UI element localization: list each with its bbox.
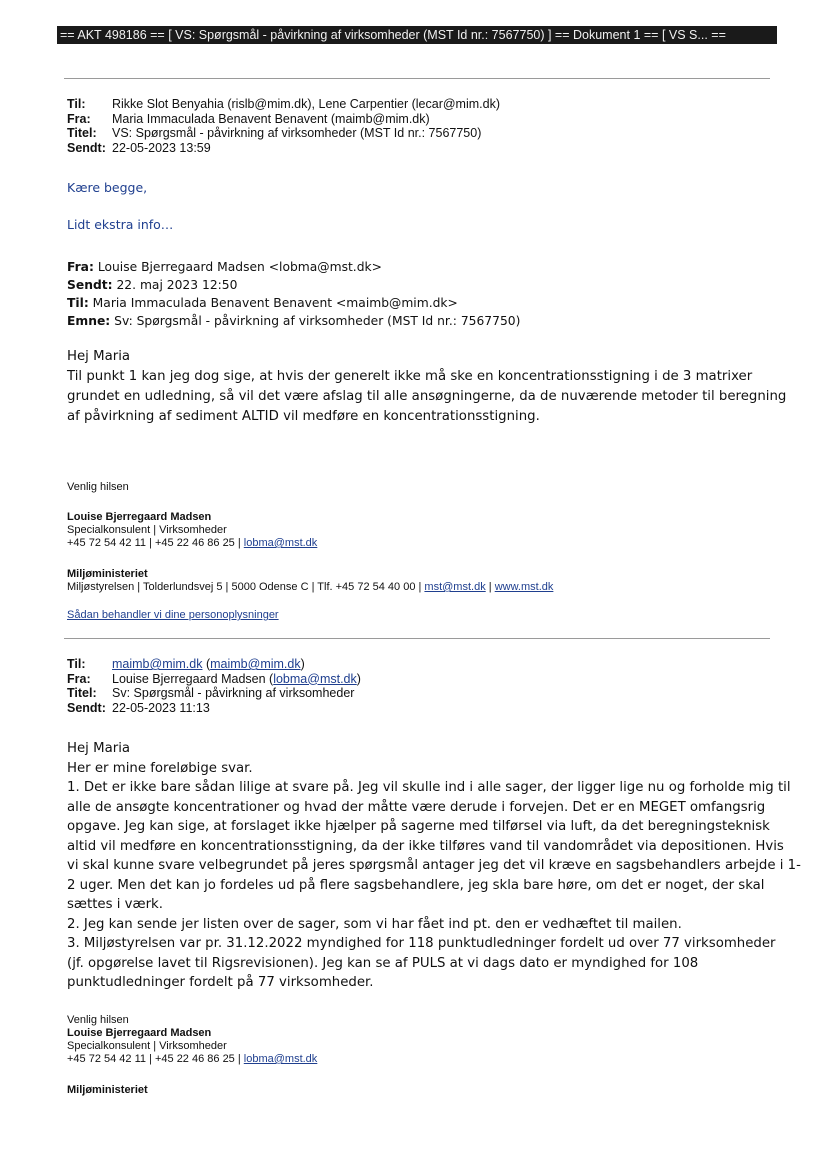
sig-phone-line	[67, 537, 317, 550]
sig-email-link[interactable]: lobma@mst.dk	[243, 537, 318, 549]
signature2-block	[67, 1014, 317, 1066]
org-address: Miljøstyrelsen | Tolderlundsvej 5 | 5000 Odense C | Tlf. +45 72 54 40 00 |	[67, 581, 425, 593]
to-label: Til:	[67, 97, 86, 111]
fwd-from-value: Louise Bjerregaard Madsen <lobma@mst.dk>	[97, 260, 382, 274]
body-line: alle de ansøgte koncentrationer og hvad der måtte være derude i forvejen. Det er en MEGET omfangsrig	[67, 799, 766, 815]
intro-text: Lidt ekstra info…	[67, 217, 174, 232]
fwd-subject-label: Emne:	[67, 314, 111, 328]
sig2-phone-line	[67, 1053, 317, 1066]
title-label: Titel:	[67, 126, 97, 141]
sig2-role: Specialkonsulent | Virksomheder	[67, 1040, 227, 1052]
fwd-to-label: Til:	[67, 296, 89, 310]
email-header	[67, 97, 500, 155]
to-value: maimb@mim.dk (maimb@mim.dk)	[112, 657, 305, 671]
sig2-email-link[interactable]: lobma@mst.dk	[243, 1053, 318, 1065]
sent-label: Sendt:	[67, 700, 106, 715]
from-label: Fra:	[67, 671, 91, 686]
body-line: grundet en udledning, så vil det være afslag til alle ansøgningerne, da de nuværende metoder til beregning	[67, 389, 787, 404]
sig-role: Specialkonsulent | Virksomheder	[67, 524, 227, 536]
to-value: Rikke Slot Benyahia (rislb@mim.dk), Lene Carpentier (lecar@mim.dk)	[112, 97, 500, 111]
from-value: Maria Immaculada Benavent Benavent (maimb@mim.dk)	[112, 111, 430, 126]
sig-name: Louise Bjerregaard Madsen	[67, 511, 212, 523]
org-email-link[interactable]: mst@mst.dk	[424, 581, 486, 593]
sent-value: 22-05-2023 13:59	[112, 140, 211, 155]
to-link[interactable]: maimb@mim.dk	[112, 657, 203, 671]
body-line: vi skal kunne svare velbegrundet på jeres spørgsmål antager jeg det vil kræve en sagsbehandlers arbejde i 1-	[67, 858, 801, 873]
sent-label: Sendt:	[67, 140, 106, 155]
forwarded-header	[67, 258, 520, 330]
body-line: (jf. opgørelse lavet til Rigsrevisionen). Jeg kan se af PULS at vi dags dato er myndighed for 108	[67, 955, 699, 971]
body-line: 3. Miljøstyrelsen var pr. 31.12.2022 myndighed for 118 punktudledninger fordelt ud over 77 virksomheder	[67, 936, 776, 951]
fwd-from-label: Fra:	[67, 260, 94, 274]
body-line: altid vil medføre en koncentrationsstigning, da der ikke tilføres vand til vandområdet via depositionen. Hvis	[67, 838, 784, 854]
email2-header	[67, 657, 361, 715]
sig2-closing: Venlig hilsen	[67, 1014, 129, 1026]
title-label: Titel:	[67, 686, 97, 701]
fwd-sent-value: 22. maj 2023 12:50	[116, 278, 238, 292]
sig2-phone: +45 72 54 42 11 | +45 22 46 86 25 |	[67, 1053, 244, 1065]
from-label: Fra:	[67, 111, 91, 126]
body-line: Til punkt 1 kan jeg dog sige, at hvis der generelt ikke må ske en koncentrationsstigning i de 3 matrixer	[67, 369, 753, 384]
body-line: 1. Det er ikke bare sådan lilige at svare på. Jeg vil skulle ind i alle sager, der ligger lige nu og forholde mig til	[67, 780, 791, 795]
divider	[64, 78, 770, 79]
link-separator: |	[485, 581, 495, 593]
org-block	[67, 568, 553, 594]
sig-closing: Venlig hilsen	[67, 481, 129, 493]
sig2-org: Miljøministeriet	[67, 1084, 148, 1096]
privacy-link[interactable]: Sådan behandler vi dine personoplysninger	[67, 609, 279, 621]
body-line: Her er mine foreløbige svar.	[67, 760, 253, 776]
body-line: Hej Maria	[67, 349, 131, 364]
title-value: Sv: Spørgsmål - påvirkning af virksomheder	[112, 686, 355, 701]
body-line: 2. Jeg kan sende jer listen over de sager, som vi har fået ind pt. den er vedhæftet til mailen.	[67, 916, 682, 932]
document-header-bar: == AKT 498186 == [ VS: Spørgsmål - påvirkning af virksomheder (MST Id nr.: 7567750) ] == Dokument 1 == [ VS S... ==	[57, 26, 777, 44]
fwd-subject-value: Sv: Spørgsmål - påvirkning af virksomheder (MST Id nr.: 7567750)	[114, 314, 521, 328]
body-line: opgave. Jeg kan sige, at forslaget ikke hjælper på sagerne med tilførsel via luft, da det beregningsteknisk	[67, 819, 770, 834]
fwd-to-value: Maria Immaculada Benavent Benavent <maimb@mim.dk>	[92, 296, 458, 310]
divider	[64, 638, 770, 639]
email2-body	[67, 739, 801, 993]
forwarded-body	[67, 347, 787, 427]
org-name: Miljøministeriet	[67, 568, 148, 580]
body-line: 2 uger. Men det kan jo fordeles ud på flere sagsbehandlere, jeg skla bare høre, om det er noget, der skal	[67, 877, 765, 893]
sig-phone: +45 72 54 42 11 | +45 22 46 86 25 |	[67, 537, 244, 549]
to-label: Til:	[67, 657, 86, 671]
sent-value: 22-05-2023 11:13	[112, 700, 210, 715]
body-line: Hej Maria	[67, 741, 131, 756]
signature-block	[67, 511, 317, 550]
from-link[interactable]: lobma@mst.dk	[273, 671, 357, 686]
title-value: VS: Spørgsmål - påvirkning af virksomheder (MST Id nr.: 7567750)	[112, 126, 482, 141]
body-line: af påvirkning af sediment ALTID vil medføre en koncentrationsstigning.	[67, 409, 540, 424]
to-link-2[interactable]: maimb@mim.dk	[210, 657, 301, 671]
fwd-sent-label: Sendt:	[67, 278, 113, 292]
from-value: Louise Bjerregaard Madsen (lobma@mst.dk)	[112, 671, 361, 686]
sig2-name: Louise Bjerregaard Madsen	[67, 1027, 212, 1039]
body-line: sættes i værk.	[67, 897, 163, 912]
website-link[interactable]: www.mst.dk	[494, 581, 554, 593]
org-address-line	[67, 581, 553, 594]
greeting: Kære begge,	[67, 180, 148, 195]
body-line: punktudledninger fordelt på 77 virksomheder.	[67, 975, 374, 990]
